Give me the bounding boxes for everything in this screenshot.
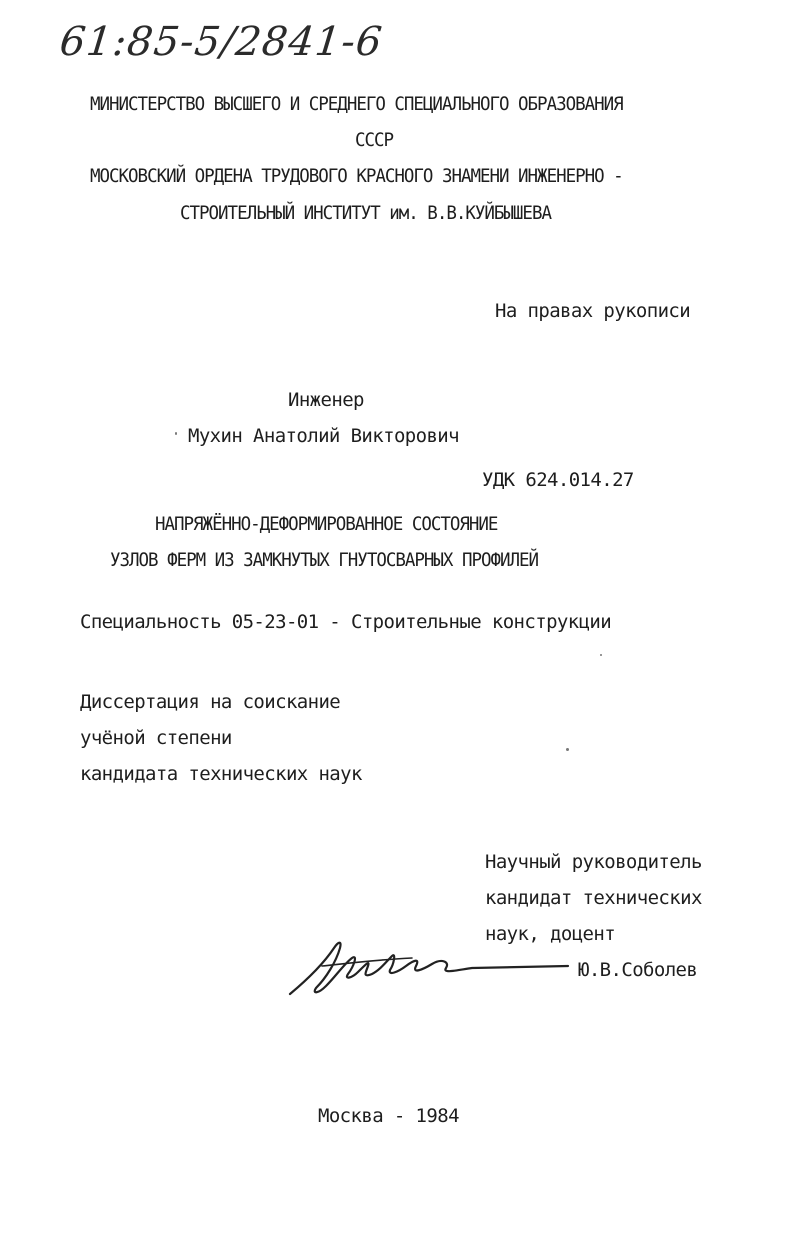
paper-speck [175,432,177,435]
author-title: Инженер [288,389,364,411]
supervisor-line-2: кандидат технических [485,887,702,909]
city-year: Москва - 1984 [318,1105,459,1127]
supervisor-name: Ю.В.Соболев [578,959,698,981]
degree-line-3: кандидата технических наук [80,763,362,785]
supervisor-line-1: Научный руководитель [485,851,702,873]
degree-line-1: Диссертация на соискание [80,691,341,713]
paper-speck [566,748,569,751]
institute-line-2: СТРОИТЕЛЬНЫЙ ИНСТИТУТ им. В.В.КУЙБЫШЕВА [180,202,551,224]
specialty: Специальность 05-23-01 - Строительные конструкции [80,611,612,633]
udk-code: УДК 624.014.27 [482,469,634,491]
thesis-title-line-2: УЗЛОВ ФЕРМ ИЗ ЗАМКНУТЫХ ГНУТОСВАРНЫХ ПРОФИЛЕЙ [110,549,539,571]
degree-line-2: учёной степени [80,727,232,749]
thesis-title-line-1: НАПРЯЖЁННО-ДЕФОРМИРОВАННОЕ СОСТОЯНИЕ [155,513,498,535]
ministry-line-1: МИНИСТЕРСТВО ВЫСШЕГО И СРЕДНЕГО СПЕЦИАЛЬНОГО ОБРАЗОВАНИЯ [90,93,623,115]
archive-code: 61:85-5/2841-6 [57,19,385,65]
author-name: Мухин Анатолий Викторович [188,425,459,447]
supervisor-line-3: наук, доцент [485,923,616,945]
paper-speck [600,654,602,656]
ministry-line-2: СССР [355,129,394,151]
signature-image [282,936,572,1000]
institute-line-1: МОСКОВСКИЙ ОРДЕНА ТРУДОВОГО КРАСНОГО ЗНАМЕНИ ИНЖЕНЕРНО - [90,165,623,187]
manuscript-note: На правах рукописи [495,300,691,322]
